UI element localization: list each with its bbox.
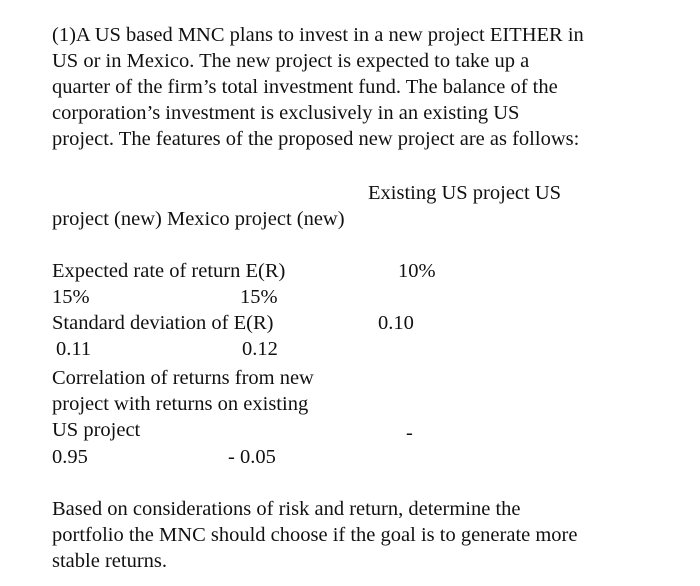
correlation-us-new: 0.95 xyxy=(52,446,88,468)
std-dev-existing-us: 0.10 xyxy=(378,312,414,334)
correlation-existing-us: - xyxy=(406,422,413,444)
correlation-label-line: project with returns on existing xyxy=(52,393,309,415)
expected-return-us-new: 15% xyxy=(52,286,90,308)
intro-line: corporation’s investment is exclusively in an existing US xyxy=(52,102,520,124)
table-header-line: project (new) Mexico project (new) xyxy=(52,208,345,230)
intro-line: US or in Mexico. The new project is expected to take up a xyxy=(52,50,530,72)
std-dev-label: Standard deviation of E(R) xyxy=(52,312,274,334)
expected-return-mexico-new: 15% xyxy=(240,286,278,308)
intro-line: (1)A US based MNC plans to invest in a new project EITHER in xyxy=(52,24,584,46)
expected-return-existing-us: 10% xyxy=(398,260,436,282)
correlation-label-line: US project xyxy=(52,419,141,441)
question-line: stable returns. xyxy=(52,550,167,572)
question-line: Based on considerations of risk and return, determine the xyxy=(52,498,521,520)
table-header-line: Existing US project US xyxy=(368,182,562,204)
question-line: portfolio the MNC should choose if the goal is to generate more xyxy=(52,524,578,546)
std-dev-us-new: 0.11 xyxy=(56,338,92,360)
std-dev-mexico-new: 0.12 xyxy=(242,338,278,360)
intro-line: project. The features of the proposed new project are as follows: xyxy=(52,128,580,150)
expected-return-label: Expected rate of return E(R) xyxy=(52,260,286,282)
correlation-mexico-new: - 0.05 xyxy=(228,446,276,468)
correlation-label-line: Correlation of returns from new xyxy=(52,367,314,389)
intro-line: quarter of the firm’s total investment fund. The balance of the xyxy=(52,76,558,98)
